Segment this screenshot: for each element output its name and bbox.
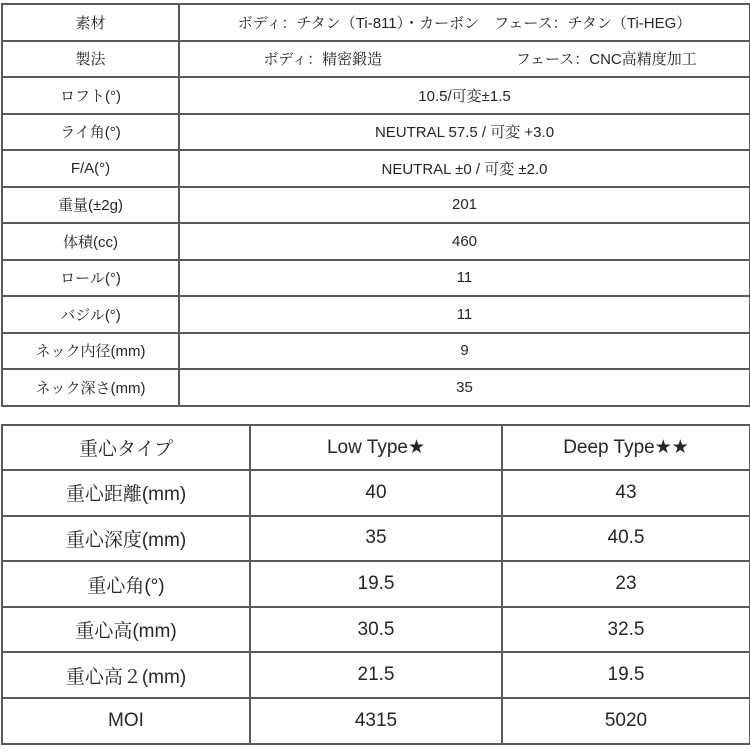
- spec-value-roll: 11: [179, 260, 750, 297]
- spec-label-fa: F/A(°): [2, 150, 179, 187]
- cg-label-moi: MOI: [2, 698, 250, 744]
- cg-header-deep-type: Deep Type★★: [502, 425, 750, 471]
- spec-label-roll: ロール(°): [2, 260, 179, 297]
- table-row: [2, 187, 750, 224]
- spec-table: [1, 3, 750, 407]
- spec-value-weight: 201: [179, 187, 750, 224]
- spec-label-material: 素材: [2, 4, 179, 41]
- cg-deep-moi: 5020: [502, 698, 750, 744]
- table-row: [2, 4, 750, 41]
- table-row: [2, 369, 750, 406]
- spec-value-neck-inner-diameter: 9: [179, 333, 750, 370]
- cg-low-distance: 40: [250, 470, 502, 516]
- cg-low-angle: 19.5: [250, 561, 502, 607]
- cg-label-distance: 重心距離(mm): [2, 470, 250, 516]
- spec-value-process-body: ボディ：精密鍛造: [263, 51, 383, 69]
- cg-label-height2: 重心高２(mm): [2, 652, 250, 698]
- table-row: [2, 333, 750, 370]
- table-row: [2, 296, 750, 333]
- table-row: [2, 698, 750, 744]
- cg-low-height2: 21.5: [250, 652, 502, 698]
- spec-value-volume: 460: [179, 223, 750, 260]
- spec-value-material: ボディ：チタン（Ti-811）・カーボン フェース：チタン（Ti-HEG）: [179, 4, 750, 41]
- cg-label-depth: 重心深度(mm): [2, 516, 250, 562]
- table-row: [2, 260, 750, 297]
- cg-label-angle: 重心角(°): [2, 561, 250, 607]
- table-row: [2, 223, 750, 260]
- cg-deep-height2: 19.5: [502, 652, 750, 698]
- spec-value-pair: [181, 48, 748, 69]
- table-row: [2, 652, 750, 698]
- cg-low-height: 30.5: [250, 607, 502, 653]
- spec-label-process: 製法: [2, 41, 179, 78]
- spec-value-fa: NEUTRAL ±0 / 可変 ±2.0: [179, 150, 750, 187]
- table-header-row: [2, 425, 750, 471]
- table-row: [2, 516, 750, 562]
- cg-table: [1, 424, 750, 745]
- spec-sheet: [0, 3, 750, 745]
- spec-label-loft: ロフト(°): [2, 77, 179, 114]
- spec-value-lie: NEUTRAL 57.5 / 可変 +3.0: [179, 114, 750, 151]
- cg-deep-depth: 40.5: [502, 516, 750, 562]
- table-row: [2, 561, 750, 607]
- cg-header-low-type: Low Type★: [250, 425, 502, 471]
- spec-label-bulge: バジル(°): [2, 296, 179, 333]
- spec-label-lie: ライ角(°): [2, 114, 179, 151]
- cg-low-moi: 4315: [250, 698, 502, 744]
- spec-label-weight: 重量(±2g): [2, 187, 179, 224]
- spec-label-volume: 体積(cc): [2, 223, 179, 260]
- spec-value-loft: 10.5/可変±1.5: [179, 77, 750, 114]
- cg-header-type: 重心タイプ: [2, 425, 250, 471]
- cg-label-height: 重心高(mm): [2, 607, 250, 653]
- cg-deep-height: 32.5: [502, 607, 750, 653]
- table-row: [2, 150, 750, 187]
- table-row: [2, 77, 750, 114]
- spec-value-neck-depth: 35: [179, 369, 750, 406]
- table-row: [2, 41, 750, 78]
- spec-value-process: [179, 41, 750, 78]
- spec-value-bulge: 11: [179, 296, 750, 333]
- cg-low-depth: 35: [250, 516, 502, 562]
- cg-deep-angle: 23: [502, 561, 750, 607]
- spec-value-process-face: フェース：CNC高精度加工: [515, 51, 697, 69]
- table-row: [2, 607, 750, 653]
- spec-label-neck-inner-diameter: ネック内径(mm): [2, 333, 179, 370]
- cg-deep-distance: 43: [502, 470, 750, 516]
- table-row: [2, 470, 750, 516]
- spec-label-neck-depth: ネック深さ(mm): [2, 369, 179, 406]
- table-row: [2, 114, 750, 151]
